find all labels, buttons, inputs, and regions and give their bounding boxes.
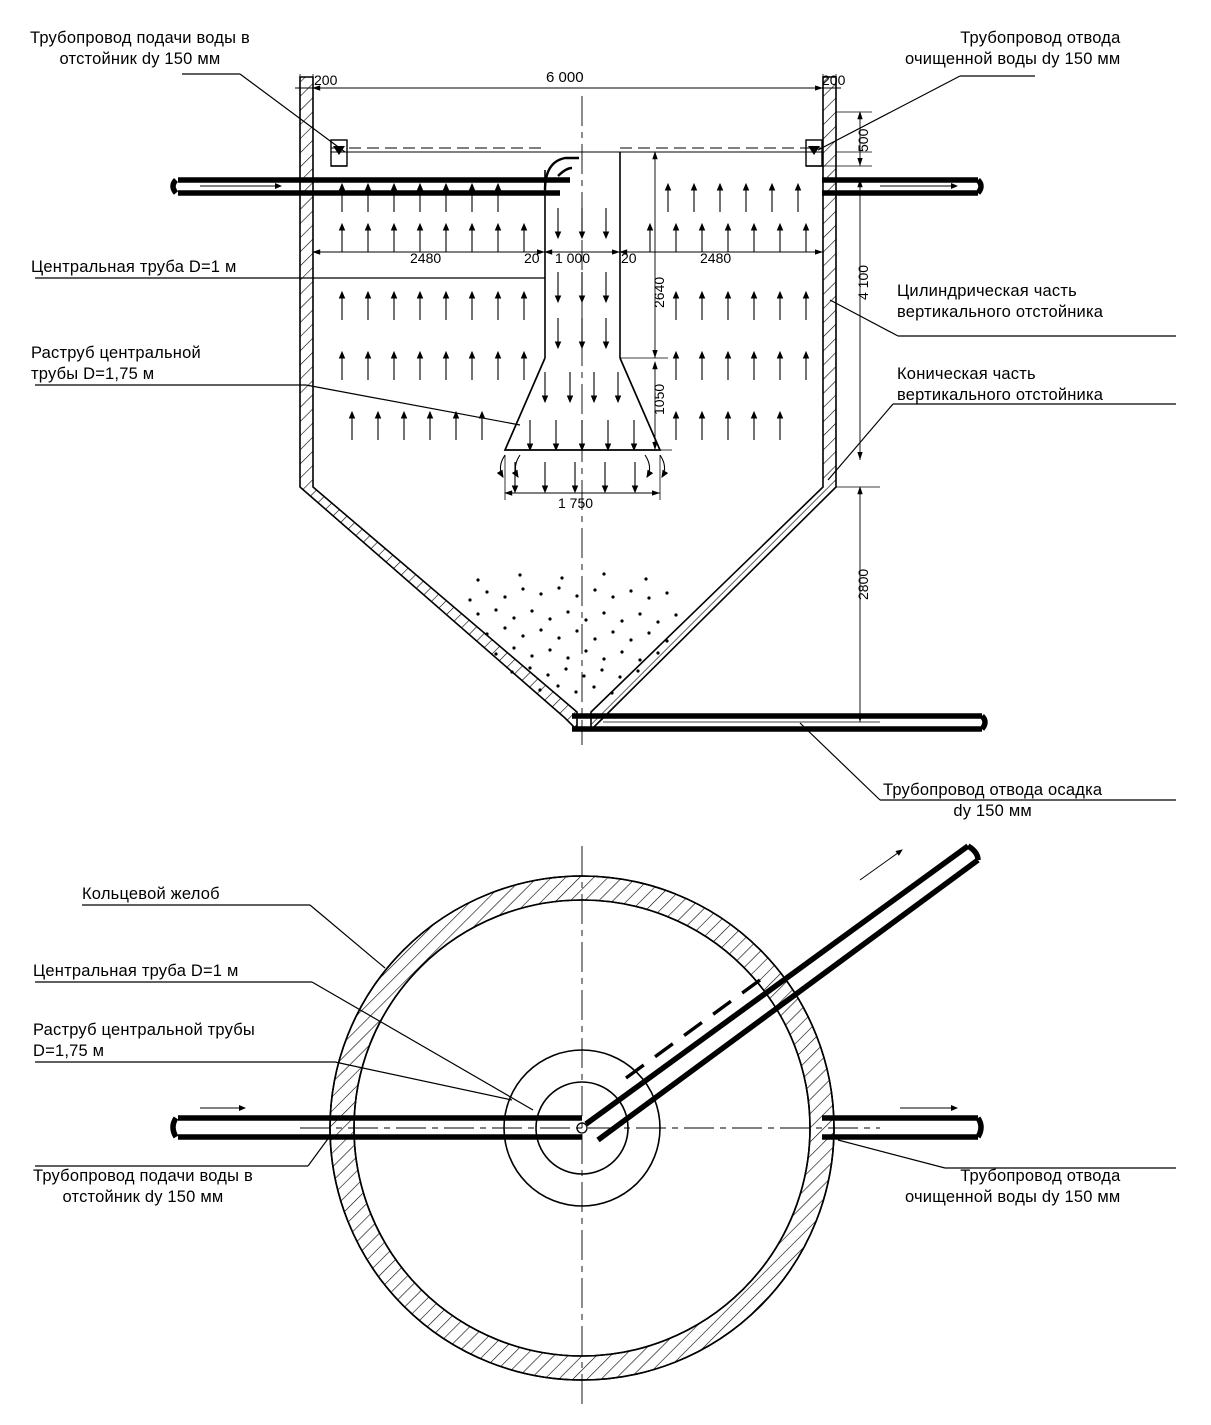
dim-bell-width: 1 750	[558, 495, 594, 511]
dim-trough-depth: 500	[855, 128, 871, 152]
label-inlet-pipe-plan: Трубопровод подачи воды в отстойник dy 150 мм	[33, 1167, 253, 1206]
dim-bell-height: 1050	[651, 383, 667, 415]
dim-cone-height: 2800	[855, 568, 871, 600]
dim-wall-right: 200	[822, 72, 846, 88]
dim-gap-left: 20	[524, 250, 540, 266]
dim-zone-right: 2480	[700, 250, 732, 266]
label-outlet-pipe-section: Трубопровод отвода очищенной воды dy 150 мм	[905, 29, 1121, 68]
dim-zone-left: 2480	[410, 250, 442, 266]
label-outlet-pipe-plan: Трубопровод отвода очищенной воды dy 150 мм	[905, 1167, 1121, 1206]
dim-cylinder-height: 4 100	[855, 264, 871, 300]
label-bell-mouth-section: Раструб центральной трубы D=1,75 м	[31, 344, 201, 383]
label-ring-trough: Кольцевой желоб	[82, 885, 220, 903]
label-central-pipe-plan: Центральная труба D=1 м	[33, 962, 239, 980]
label-inlet-pipe-section: Трубопровод подачи воды в отстойник dy 150 мм	[30, 29, 250, 68]
dim-central-pipe-width: 1 000	[555, 250, 591, 266]
dim-pipe-height: 2640	[651, 276, 667, 308]
label-cylindrical-part: Цилиндрическая часть вертикального отстойника	[897, 282, 1104, 321]
dim-wall-left: 200	[314, 72, 338, 88]
label-sludge-pipe: Трубопровод отвода осадка dy 150 мм	[883, 781, 1103, 820]
dim-span-top: 6 000	[546, 69, 584, 86]
label-central-pipe-section: Центральная труба D=1 м	[31, 258, 237, 276]
label-conical-part: Коническая часть вертикального отстойника	[897, 365, 1104, 404]
label-bell-mouth-plan: Раструб центральной трубы D=1,75 м	[33, 1021, 255, 1060]
dim-gap-right: 20	[621, 250, 637, 266]
